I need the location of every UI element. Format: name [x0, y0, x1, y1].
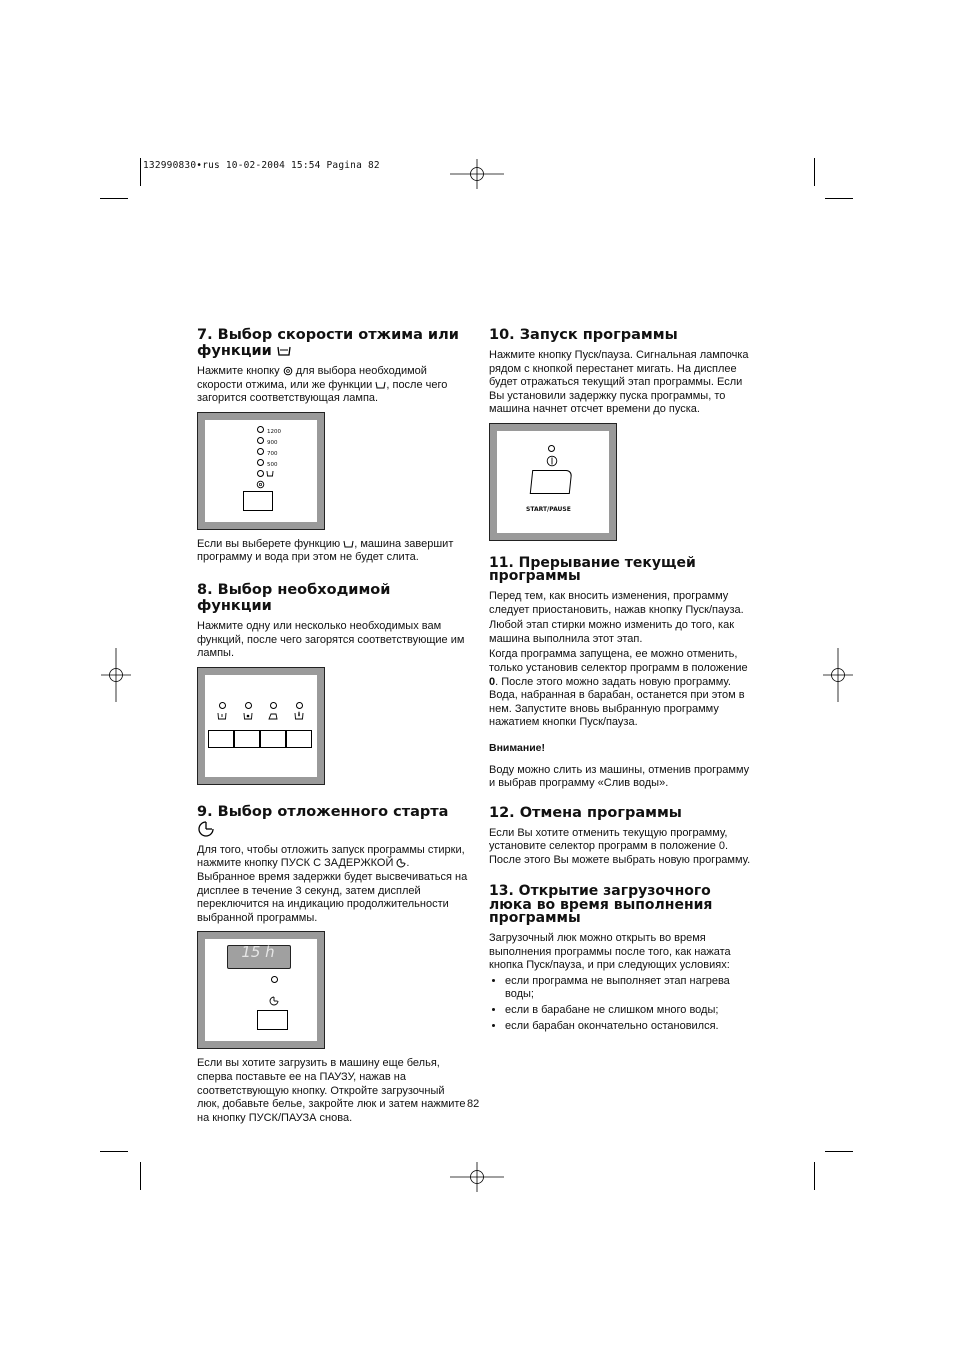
- lamp-900: [257, 437, 264, 444]
- section-9-note: Если вы хотите загрузить в машину еще белья, сперва поставьте ее на ПАУЗУ, нажав на соответствующую кнопку. Откройте загрузочный люк, добавьте белье, закройте люк и затем нажмите на кнопку ПУСК/ПАУЗА снова.: [197, 1057, 466, 1124]
- section-7-title: 7. Выбор скорости отжима или функции: [197, 327, 459, 359]
- delay-lamp: [271, 976, 278, 983]
- section-8-title: 8. Выбор необходимой функции: [197, 581, 391, 614]
- page-number: 82: [467, 1098, 480, 1110]
- lamp-function-1: [219, 702, 226, 709]
- section-12-text: Если Вы хотите отменить текущую программу, установите селектор программ в положение 0. После этого Вы можете выбрать новую программу.: [489, 826, 751, 866]
- crop-mark: [100, 1151, 128, 1152]
- crop-mark: [825, 1151, 853, 1152]
- section-10: [489, 327, 757, 541]
- spin-panel-figure: [197, 412, 325, 530]
- section-7-note: Если вы выберете функцию , машина завершит программу и вода при этом не будет слита.: [197, 537, 454, 564]
- no-drain-icon: [266, 470, 274, 477]
- function-button-1[interactable]: [208, 730, 234, 748]
- spin-label-900: 900: [267, 439, 278, 446]
- lamp-function-4: [296, 702, 303, 709]
- easy-iron-icon: [268, 712, 278, 720]
- section-11-p3: Когда программа запущена, ее можно отменить, только установив селектор программ в положение 0. После этого можно задать новую программу. Вода, набранная в барабан, останется при этом в нем. Запустите вновь выбранную программу нажатием кнопки Пуск/пауза.: [489, 648, 748, 729]
- left-column: [197, 327, 469, 1127]
- spin-label-700: 700: [267, 450, 278, 457]
- prewash-icon: [217, 712, 227, 720]
- function-button-3[interactable]: [260, 730, 286, 748]
- crop-mark: [814, 1162, 815, 1190]
- start-pause-icon: [546, 455, 558, 467]
- warning-title: Внимание!: [489, 741, 545, 754]
- section-10-title: 10. Запуск программы: [489, 327, 678, 343]
- warning-text: Воду можно слить из машины, отменив программу и выбрав программу «Слив воды».: [489, 763, 750, 790]
- registration-mark-icon: [823, 648, 853, 702]
- conditions-list: [489, 975, 757, 1033]
- crop-mark: [100, 198, 128, 199]
- lamp-700: [257, 448, 264, 455]
- registration-mark-icon: [450, 1162, 504, 1192]
- extra-rinse-icon: [294, 711, 304, 720]
- lamp-function-2: [245, 702, 252, 709]
- spin-icon: [283, 366, 293, 376]
- delay-panel-figure: [197, 931, 325, 1049]
- spin-label-1200: 1200: [267, 428, 281, 435]
- no-drain-icon: [277, 346, 291, 356]
- section-9: [197, 804, 469, 1126]
- start-pause-panel-figure: [489, 423, 617, 541]
- crop-mark: [140, 1162, 141, 1190]
- spin-button[interactable]: [243, 491, 273, 511]
- section-13-title: 13. Открытие загрузочного люка во время выполнения программы: [489, 883, 713, 927]
- print-slug: 132990830•rus 10-02-2004 15:54 Pagina 82: [143, 160, 380, 171]
- registration-mark-icon: [101, 648, 131, 702]
- list-item: • если программа не выполняет этап нагрева воды;: [505, 975, 757, 1002]
- lamp-no-drain: [257, 470, 264, 477]
- no-drain-icon: [343, 540, 354, 548]
- spin-icon: [256, 480, 265, 489]
- function-button-2[interactable]: [234, 730, 260, 748]
- section-11: [489, 554, 757, 791]
- crop-mark: [140, 158, 141, 186]
- delay-button[interactable]: [257, 1010, 288, 1030]
- lamp-function-3: [270, 702, 277, 709]
- registration-mark-icon: [450, 159, 504, 189]
- section-13-text: Загрузочный люк можно открыть во время выполнения программы после того, как нажата кнопка Пуск/пауза, и при следующих условиях:: [489, 931, 731, 972]
- function-button-4[interactable]: [286, 730, 312, 748]
- no-drain-icon: [375, 381, 386, 389]
- list-item: • если в барабане не слишком много воды;: [505, 1004, 757, 1018]
- section-7-text: Нажмите кнопку для выбора необходимой скорости отжима, или же функции , после чего загорится соответствующая лампа.: [197, 365, 448, 405]
- right-column: [489, 327, 757, 1035]
- function-panel-figure: [197, 667, 325, 785]
- delay-clock-icon: [197, 820, 215, 838]
- delay-display-value: 15 h: [241, 943, 275, 962]
- section-7: [197, 327, 469, 565]
- stain-icon: [243, 712, 253, 720]
- crop-mark: [825, 198, 853, 199]
- section-8: [197, 582, 469, 785]
- section-9-text: Для того, чтобы отложить запуск программы стирки, нажмите кнопку ПУСК С ЗАДЕРЖКОЙ . Выбранное время задержки будет высвечиваться на дисплее в течение 3 секунд, затем дисплей переключится на индикацию продолжительности выбранной программы.: [197, 843, 468, 924]
- list-item: • если барабан окончательно остановился.: [505, 1020, 757, 1034]
- delay-clock-icon: [269, 996, 279, 1006]
- section-8-text: Нажмите одну или несколько необходимых вам функций, после чего загорятся соответствующие им лампы.: [197, 619, 465, 660]
- delay-clock-icon: [396, 858, 406, 868]
- start-lamp: [548, 445, 555, 452]
- start-pause-label: START/PAUSE: [526, 505, 571, 513]
- start-pause-button[interactable]: [530, 470, 573, 494]
- section-12: [489, 805, 757, 868]
- section-11-p1: Перед тем, как вносить изменения, программу следует приостановить, нажав кнопку Пуск/пауза.: [489, 589, 744, 616]
- lamp-500: [257, 459, 264, 466]
- section-11-title: 11. Прерывание текущей программы: [489, 554, 696, 585]
- section-11-p2: Любой этап стирки можно изменить до того, как машина выполнила этот этап.: [489, 619, 735, 645]
- section-12-title: 12. Отмена программы: [489, 804, 682, 821]
- lamp-1200: [257, 426, 264, 433]
- section-13: [489, 885, 757, 1033]
- section-9-title: 9. Выбор отложенного старта: [197, 804, 469, 838]
- section-10-text: Нажмите кнопку Пуск/пауза. Сигнальная лампочка рядом с кнопкой перестанет мигать. На дисплее будет отражаться текущий этап программы. Если Вы установили задержку пуска программы, то машина начнет отсчет времени до пуска.: [489, 349, 749, 416]
- crop-mark: [814, 158, 815, 186]
- spin-label-500: 500: [267, 461, 278, 468]
